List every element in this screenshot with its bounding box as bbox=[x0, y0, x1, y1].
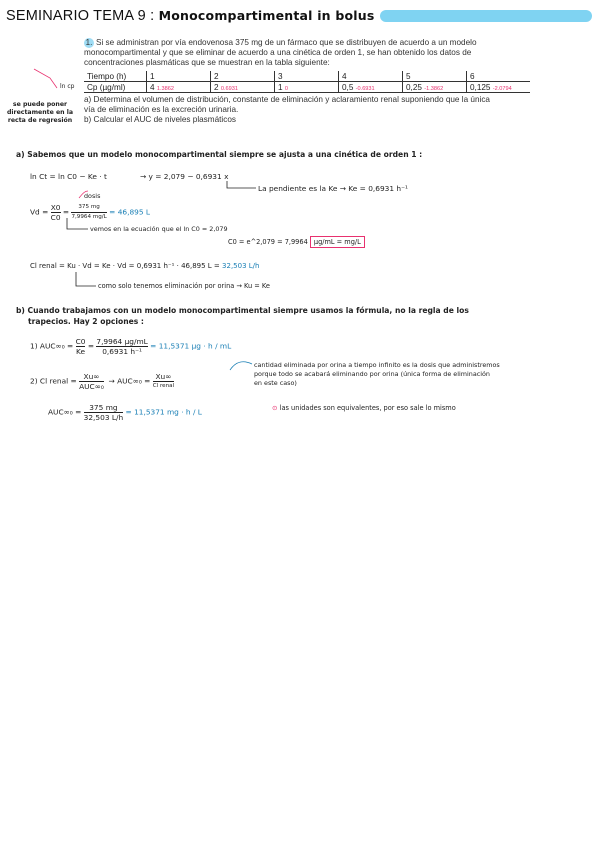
ln-value: -2.0794 bbox=[492, 85, 512, 92]
ln-value: -1.3862 bbox=[424, 85, 444, 92]
option-1-result: = 11,5371 µg · h / mL bbox=[150, 341, 232, 351]
vd-equation: Vd = $\frac{X0}{C0}$ = $\frac{375 mg}{7,9964 mg/L}$ = 46,895 L bbox=[30, 203, 151, 222]
cl-equation: Cl renal = Ku · Vd = Ke · Vd = 0,6931 h⁻¹ · 46,895 L = 32,503 L/h bbox=[30, 262, 260, 270]
side-note: se puede poner directamente en la recta de regresión bbox=[6, 101, 73, 124]
part-b-intro-1: b) Cuando trabajamos con un modelo monocompartimental siempre usamos la fórmula, no la regla de los bbox=[16, 306, 469, 315]
table-cell: 0,25 -1.3862 bbox=[403, 82, 467, 93]
table-cell: Tiempo (h) bbox=[84, 71, 147, 82]
table-cell: Cp (µg/ml) bbox=[84, 82, 147, 93]
option-2-note: cantidad eliminada por orina a tiempo infinito es la dosis que administremos porque todo se acabará eliminando por orina (única forma de eliminación en este caso) bbox=[254, 361, 500, 387]
table-cell: 0,5 -0.6931 bbox=[339, 82, 403, 93]
question-b: b) Calcular el AUC de niveles plasmáticos bbox=[84, 115, 236, 125]
question-a-cont: vía de eliminación es la excreción urinaria. bbox=[84, 105, 239, 115]
ln-value: -0.6931 bbox=[355, 85, 375, 92]
final-note: ⊙ las unidades son equivalentes, por eso sale lo mismo bbox=[272, 404, 456, 412]
ln-value: 0 bbox=[284, 85, 288, 92]
curved-arrow-icon bbox=[230, 362, 252, 370]
dosis-label: dosis bbox=[84, 192, 101, 200]
table-cell: 3 bbox=[275, 71, 339, 82]
table-cell: 6 bbox=[467, 71, 531, 82]
table-cell: 2 0.6931 bbox=[211, 82, 275, 93]
table-cell: 4 bbox=[339, 71, 403, 82]
slope-note: La pendiente es la Ke → Ke = 0,6931 h⁻¹ bbox=[258, 184, 408, 193]
final-auc: AUC∞₀ = $\frac{375 mg}{32,503 L/h}$ = 11,5371 mg · h / L bbox=[48, 403, 202, 422]
table-cell: 4 1.3862 bbox=[147, 82, 211, 93]
dosis-arrow-icon bbox=[79, 191, 88, 198]
arrow-down-right-icon bbox=[76, 272, 96, 286]
table-cell: 5 bbox=[403, 71, 467, 82]
table-cell: 1 0 bbox=[275, 82, 339, 93]
part-b-intro-2: trapecios. Hay 2 opciones : bbox=[28, 317, 144, 326]
equation-ln: ln Ct = ln C0 − Ke · t bbox=[30, 172, 107, 181]
table-cell: 0,125 -2.0794 bbox=[467, 82, 531, 93]
arrow-down-right-icon bbox=[67, 218, 88, 229]
option-1: 1) AUC∞₀ = $\frac{C0}{Ke}$ = $\frac{\text{7,9964 µg/mL}}{\text{0,6931 h⁻¹}}$ = 11,5371 µg · h / mL bbox=[30, 337, 232, 356]
c0-equation: C0 = e^2,079 = 7,9964 µg/mL = mg/L bbox=[228, 238, 365, 246]
bracket-arrow-icon bbox=[227, 181, 256, 188]
ln-value: 0.6931 bbox=[220, 85, 238, 92]
cl-result: 32,503 L/h bbox=[222, 262, 260, 270]
vd-result: = 46,895 L bbox=[109, 207, 151, 217]
question-number: 1. bbox=[85, 38, 93, 47]
title-main: SEMINARIO TEMA 9 : bbox=[6, 8, 155, 24]
part-a-intro: a) Sabemos que un modelo monocompartimental siempre se ajusta a una cinética de orden 1 : bbox=[16, 150, 423, 159]
question-a: a) Determina el volumen de distribución, constante de eliminación y aclaramiento renal suponiendo que la única bbox=[84, 95, 490, 104]
pink-arrow-icon bbox=[34, 69, 57, 88]
title-topic: Monocompartimental in bolus bbox=[158, 8, 375, 23]
circle-bullet-icon: ⊙ bbox=[272, 404, 278, 412]
problem-line-2: monocompartimental y que se eliminar de acuerdo a una cinética de orden 1, se han obtenido los datos de bbox=[84, 48, 472, 58]
equation-regression: → y = 2,079 − 0,6931 x bbox=[140, 172, 229, 181]
ln-value: 1.3862 bbox=[156, 85, 174, 92]
option-2: 2) Cl renal = $\frac{Xu\infty}{\text{AUC∞₀}}$ → AUC∞₀ = $\frac{Xu\infty}{\text{Cl renal}}$ bbox=[30, 372, 175, 391]
ln-cp-annotation: ln cp bbox=[60, 83, 75, 90]
final-result: = 11,5371 mg · h / L bbox=[125, 407, 202, 417]
c0-note: vemos en la ecuación que el ln C0 = 2,079 bbox=[90, 225, 228, 233]
table-cell: 1 bbox=[147, 71, 211, 82]
cl-note: como solo tenemos eliminación por orina → Ku = Ke bbox=[98, 282, 270, 290]
c0-units-box: µg/mL = mg/L bbox=[310, 236, 365, 248]
problem-line-1: Si se administran por vía endovenosa 375 mg de un fármaco que se distribuyen de acuerdo a un modelo bbox=[96, 38, 477, 47]
table-cell: 2 bbox=[211, 71, 275, 82]
problem-line-3: concentraciones plasmáticas que se muestran en la tabla siguiente: bbox=[84, 58, 330, 68]
